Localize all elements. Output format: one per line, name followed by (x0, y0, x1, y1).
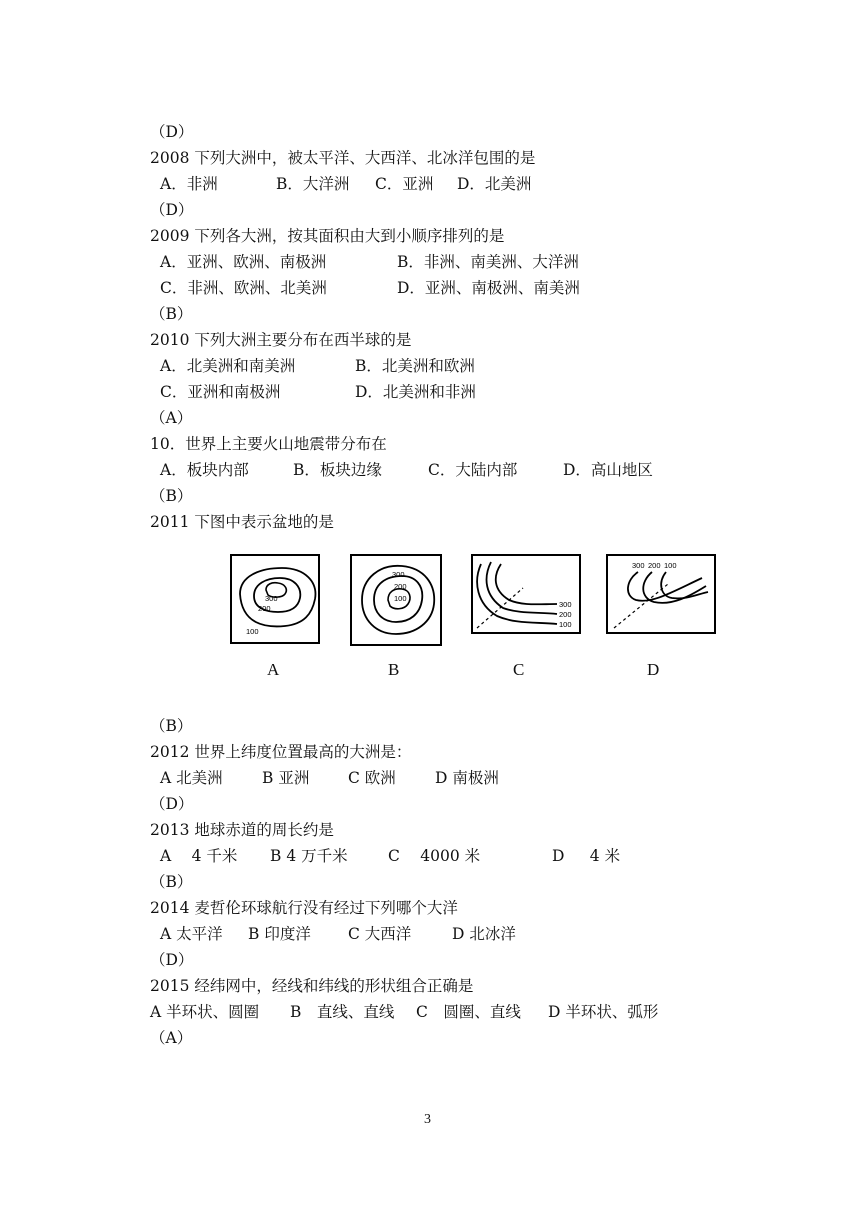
option-10-b: B．板块边缘 (293, 461, 382, 479)
option-10-a: A．板块内部 (160, 461, 249, 479)
option-2008-a: A．非洲 (160, 175, 218, 193)
figure-b (350, 554, 442, 679)
option-2012-a: A 北美洲 (160, 769, 223, 787)
figure-c-label: C (513, 660, 525, 679)
question-2012: 2012 世界上纬度位置最高的大洲是： (150, 743, 412, 761)
question-2015: 2015 经纬网中，经线和纬线的形状组合正确是 (150, 977, 474, 995)
option-10-c: C．大陆内部 (428, 461, 518, 479)
option-2008-c: C．亚洲 (375, 175, 434, 193)
figure-d-map (606, 554, 716, 634)
option-2014-c: C 大西洋 (348, 925, 412, 943)
figure-d-contour-300: 300 (632, 561, 645, 570)
figure-d-contour-200: 200 (648, 561, 661, 570)
option-2013-c: C 4000 米 (388, 847, 481, 865)
figure-b-map (350, 554, 442, 646)
figure-b-label: B (388, 660, 400, 679)
figure-a-contour-300: 300 (265, 594, 278, 603)
question-2011: 2011 下图中表示盆地的是 (150, 513, 334, 531)
option-2010-c: C．亚洲和南极洲 (160, 383, 281, 401)
figure-c-map (471, 554, 581, 634)
option-2015-a: A 半环状、圆圈 (150, 1003, 260, 1021)
question-2014: 2014 麦哲伦环球航行没有经过下列哪个大洋 (150, 899, 458, 917)
figure-d (606, 554, 716, 679)
option-2010-a: A．北美洲和南美洲 (160, 357, 296, 375)
figure-a-contour-100: 100 (246, 627, 259, 636)
option-2009-d: D．亚洲、南极洲、南美洲 (397, 279, 580, 297)
option-2009-c: C．非洲、欧洲、北美洲 (160, 279, 327, 297)
answer-2008: （D） (150, 201, 194, 219)
option-2012-c: C 欧洲 (348, 769, 396, 787)
contour-figures (0, 548, 860, 688)
figure-a-map (230, 554, 320, 644)
option-2010-b: B．北美洲和欧洲 (355, 357, 475, 375)
option-2015-b: B 直线、直线 (290, 1003, 395, 1021)
figure-a (230, 554, 320, 679)
figure-a-contour-200: 200 (258, 604, 271, 613)
answer-2007: （D） (150, 123, 194, 141)
option-2013-b: B 4 万千米 (270, 847, 348, 865)
answer-2010: （A） (150, 409, 193, 427)
figure-b-contour-100: 100 (394, 594, 407, 603)
answer-2009: （B） (150, 305, 193, 323)
figure-c-contour-300: 300 (559, 600, 572, 609)
figure-b-contour-200: 200 (394, 582, 407, 591)
option-10-d: D．高山地区 (563, 461, 653, 479)
answer-2014: （D） (150, 951, 194, 969)
answer-2013: （B） (150, 873, 193, 891)
figure-d-label: D (647, 660, 660, 679)
question-2009: 2009 下列各大洲，按其面积由大到小顺序排列的是 (150, 227, 505, 245)
question-2010: 2010 下列大洲主要分布在西半球的是 (150, 331, 412, 349)
option-2008-d: D．北美洲 (457, 175, 532, 193)
option-2009-a: A．亚洲、欧洲、南极洲 (160, 253, 327, 271)
answer-2011: （B） (150, 717, 193, 735)
figure-c (471, 554, 581, 679)
figure-a-label: A (267, 660, 280, 679)
figure-d-contour-100: 100 (664, 561, 677, 570)
option-2013-d: D 4 米 (552, 847, 621, 865)
answer-10: （B） (150, 487, 193, 505)
option-2009-b: B．非洲、南美洲、大洋洲 (397, 253, 579, 271)
page-number: 3 (424, 1112, 431, 1127)
option-2008-b: B．大洋洲 (276, 175, 350, 193)
answer-2015: （A） (150, 1029, 193, 1047)
option-2015-d: D 半环状、弧形 (548, 1003, 659, 1021)
option-2013-a: A 4 千米 (160, 847, 238, 865)
option-2014-b: B 印度洋 (248, 925, 311, 943)
option-2014-d: D 北冰洋 (452, 925, 516, 943)
figure-b-contour-300: 300 (392, 570, 405, 579)
figure-c-contour-100: 100 (559, 620, 572, 629)
option-2012-d: D 南极洲 (435, 769, 499, 787)
option-2015-c: C 圆圈、直线 (416, 1003, 521, 1021)
option-2010-d: D．北美洲和非洲 (355, 383, 476, 401)
figure-c-contour-200: 200 (559, 610, 572, 619)
option-2012-b: B 亚洲 (262, 769, 310, 787)
answer-2012: （D） (150, 795, 194, 813)
question-10: 10．世界上主要火山地震带分布在 (150, 435, 387, 453)
option-2014-a: A 太平洋 (160, 925, 223, 943)
question-2008: 2008 下列大洲中，被太平洋、大西洋、北冰洋包围的是 (150, 149, 536, 167)
question-2013: 2013 地球赤道的周长约是 (150, 821, 334, 839)
